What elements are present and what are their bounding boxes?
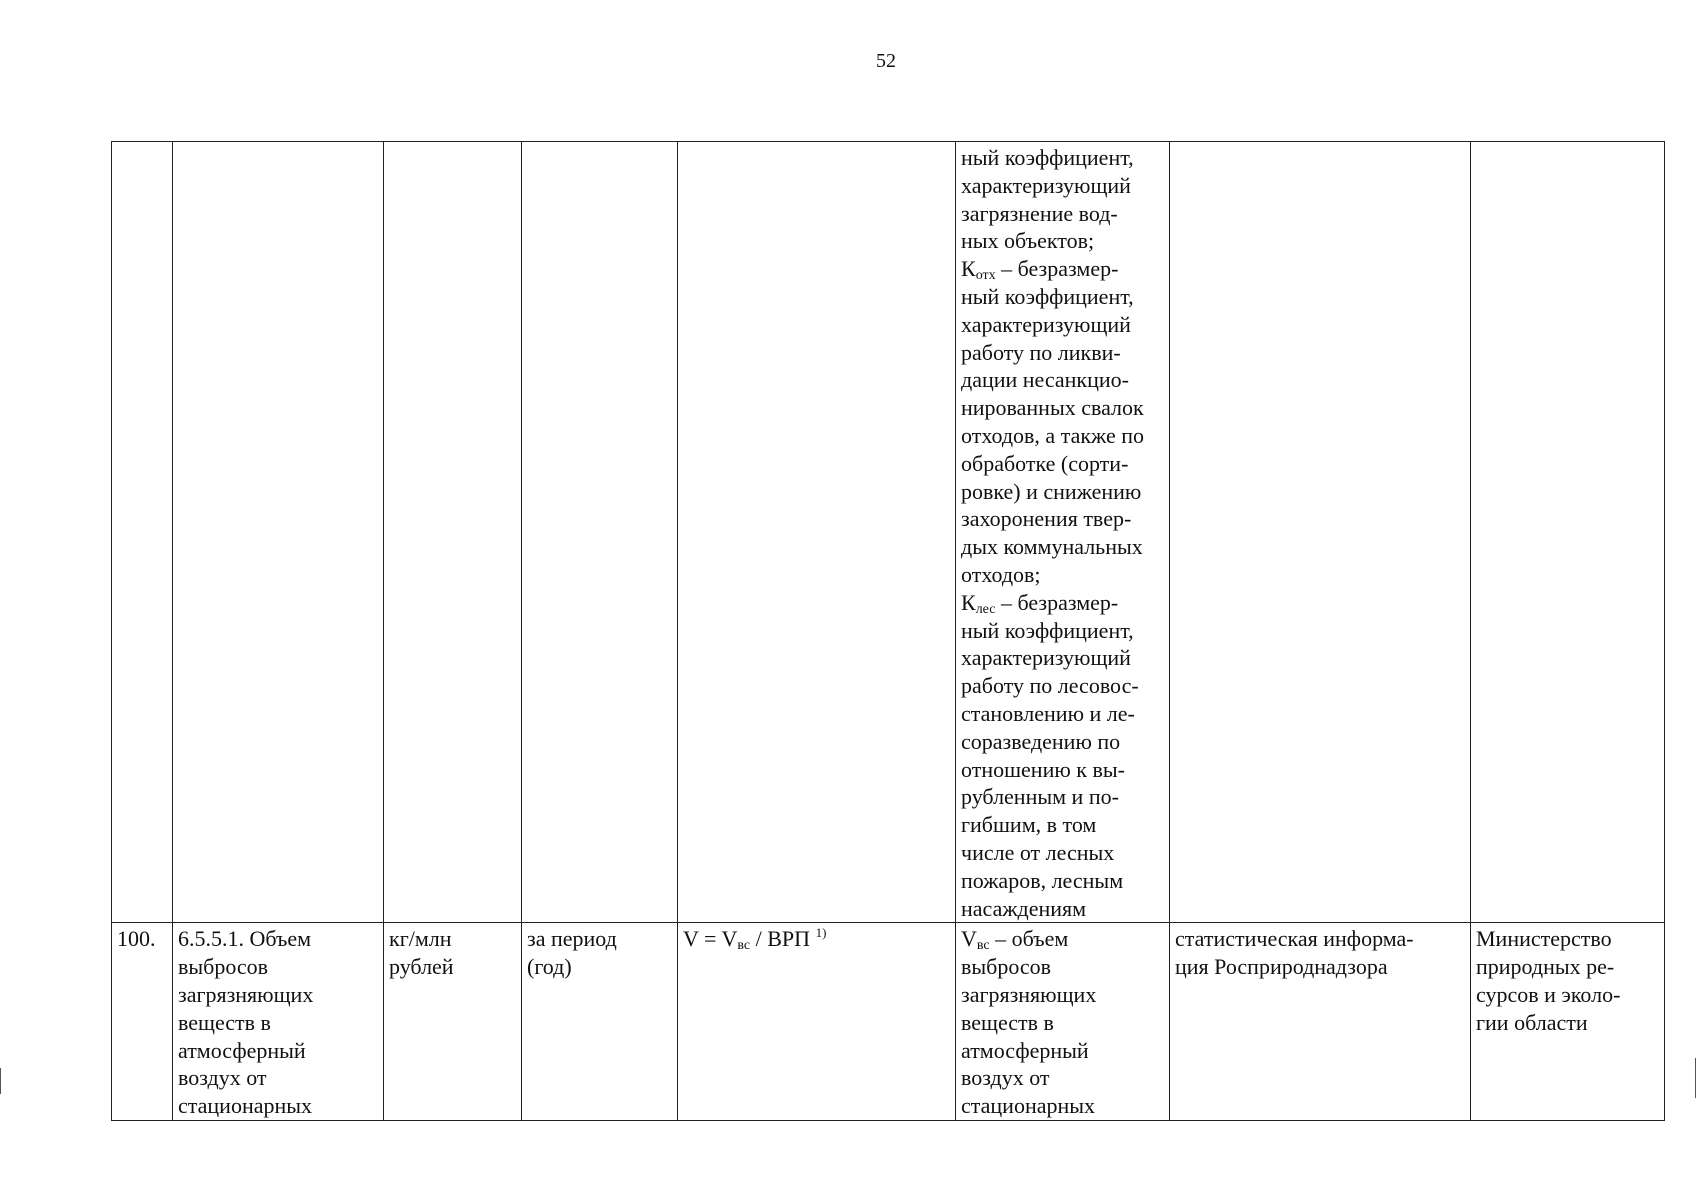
k-otx-subscript: отх xyxy=(975,268,996,284)
responsible-body: Министерство природных ре- сурсов и эколо- гии области xyxy=(1471,923,1665,1121)
definition-subscript: вс xyxy=(976,938,990,954)
formula-footnote: 1) xyxy=(815,925,827,941)
indicator-name: 6.5.5.1. Объем выбросов загрязняющих веществ в атмосферный воздух от стационарных xyxy=(173,923,384,1121)
definition-letter: V xyxy=(961,926,977,952)
cell-indicator xyxy=(173,142,384,923)
variable-definition xyxy=(956,923,1170,1121)
indicators-table xyxy=(111,141,1665,1121)
unit-of-measure: кг/млн рублей xyxy=(384,923,522,1121)
formula-rhs: / ВРП xyxy=(750,926,816,952)
cell-responsible xyxy=(1471,142,1665,923)
row-number: 100. xyxy=(112,923,173,1121)
page-number: 52 xyxy=(876,50,896,72)
formula-lhs: V = V xyxy=(683,926,738,952)
table-row-continued xyxy=(112,142,1665,923)
reporting-period: за период (год) xyxy=(522,923,678,1121)
k-les-letter: К xyxy=(961,589,976,615)
k-otx-letter: К xyxy=(961,256,976,282)
definition-text: – объем выбросов загрязняющих веществ в атмосферный воздух от стационарных xyxy=(961,926,1097,1119)
cell-definition xyxy=(956,142,1170,923)
calculation-formula xyxy=(678,923,956,1121)
k-les-subscript: лес xyxy=(975,601,996,617)
formula-subscript: вс xyxy=(737,938,751,954)
cell-source xyxy=(1170,142,1471,923)
cell-unit xyxy=(384,142,522,923)
cell-number xyxy=(112,142,173,923)
cell-period xyxy=(522,142,678,923)
definition-text-part2: – безразмер- ный коэффициент, характеризующий работу по ликви- дации несанкцио- нированных свалок отходов, а также по обработке (сорти- ровке) и снижению захоронения твер- дых коммунальных отходов; xyxy=(961,256,1144,587)
data-source: статистическая информа- ция Росприроднадзора xyxy=(1170,923,1471,1121)
definition-text-part1: ный коэффициент, характеризующий загрязнение вод- ных объектов; xyxy=(961,145,1134,254)
scan-edge-right xyxy=(1695,1058,1696,1098)
table-row-100 xyxy=(112,923,1665,1121)
cell-formula xyxy=(678,142,956,923)
scan-edge-left xyxy=(0,1068,1,1094)
definition-text-part3: – безразмер- ный коэффициент, характеризующий работу по лесовос- становлению и ле- соразведению по отношению к вы- рубленным и по- гибшим, в том числе от лесных пожаров, лесным насаждениям xyxy=(961,589,1139,921)
